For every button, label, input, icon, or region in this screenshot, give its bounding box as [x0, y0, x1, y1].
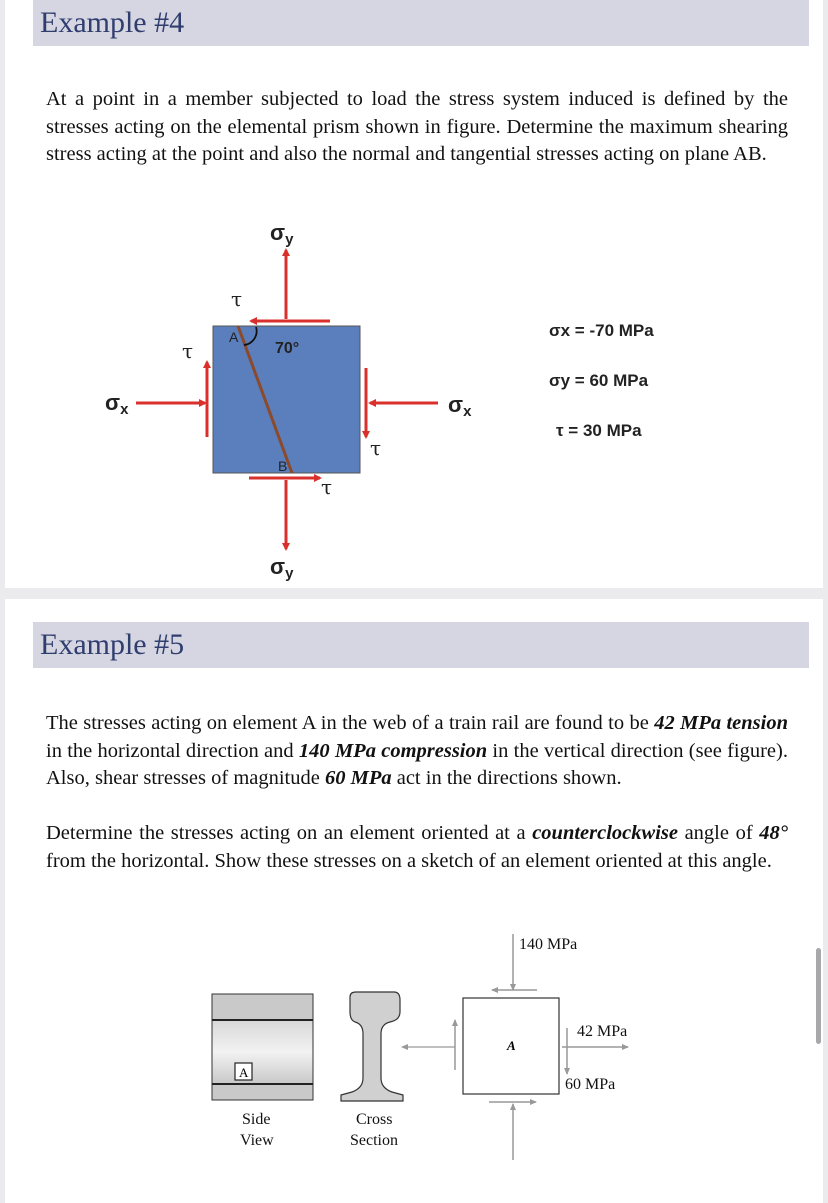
example-4-card: [5, 0, 823, 588]
tau-bottom-label: τ: [321, 475, 333, 499]
tau-left-label: τ: [182, 339, 194, 363]
label-140-mpa: 140 MPa: [519, 936, 578, 953]
given-sigma-y: σy = 60 MPa: [549, 371, 649, 390]
stress-element-figure: [5, 0, 823, 588]
angle-label: 70°: [275, 340, 300, 357]
train-rail-figure: [5, 599, 823, 1203]
example-5-paragraph-1: The stresses acting on element A in the web of a train rail are found to be 42 MPa tension in the horizontal direction and 140 MPa compression in the vertical direction (see figure). Also, shear stresses of magnitude 60 MPa act in the directions shown.: [46, 712, 788, 789]
given-tau: τ = 30 MPa: [556, 421, 642, 440]
cross-section-label-1: Cross: [356, 1111, 393, 1128]
example-4-title: Example #4: [40, 6, 185, 39]
tau-top-label: τ: [231, 287, 243, 311]
given-sigma-x: σx = -70 MPa: [549, 321, 654, 340]
sigma-y-bottom-label: σy: [270, 554, 294, 582]
label-42-mpa: 42 MPa: [577, 1023, 628, 1040]
example-5-card: [5, 599, 823, 1203]
cross-section-label-2: Section: [350, 1132, 398, 1149]
scrollbar-thumb[interactable]: [816, 948, 821, 1044]
example-5-paragraph-2: Determine the stresses acting on an element oriented at a counterclockwise angle of 48° from the horizontal. Show these stresses on a sketch of an element oriented at this angle.: [46, 822, 788, 872]
tau-right-label: τ: [370, 436, 382, 460]
example-4-problem-text: At a point in a member subjected to load the stress system induced is defined by the stresses acting on the elemental prism shown in figure. Determine the maximum shearing stress acting at the point and also the normal and tangential stresses acting on plane AB.: [46, 88, 788, 165]
sigma-y-top-label: σy: [270, 220, 294, 248]
sigma-x-left-label: σx: [105, 390, 129, 418]
side-view-label-2: View: [240, 1132, 274, 1149]
side-view-label-1: Side: [242, 1111, 271, 1128]
sigma-x-right-label: σx: [448, 392, 472, 420]
label-60-mpa: 60 MPa: [565, 1076, 616, 1093]
point-a-label: A: [229, 329, 239, 345]
point-b-label: B: [278, 458, 288, 474]
svg-text:A: A: [239, 1065, 249, 1080]
element-a-label: A: [507, 1038, 516, 1053]
example-5-title: Example #5: [40, 628, 185, 661]
rail-cross-section: [341, 992, 403, 1101]
rail-side-view: [212, 994, 313, 1100]
